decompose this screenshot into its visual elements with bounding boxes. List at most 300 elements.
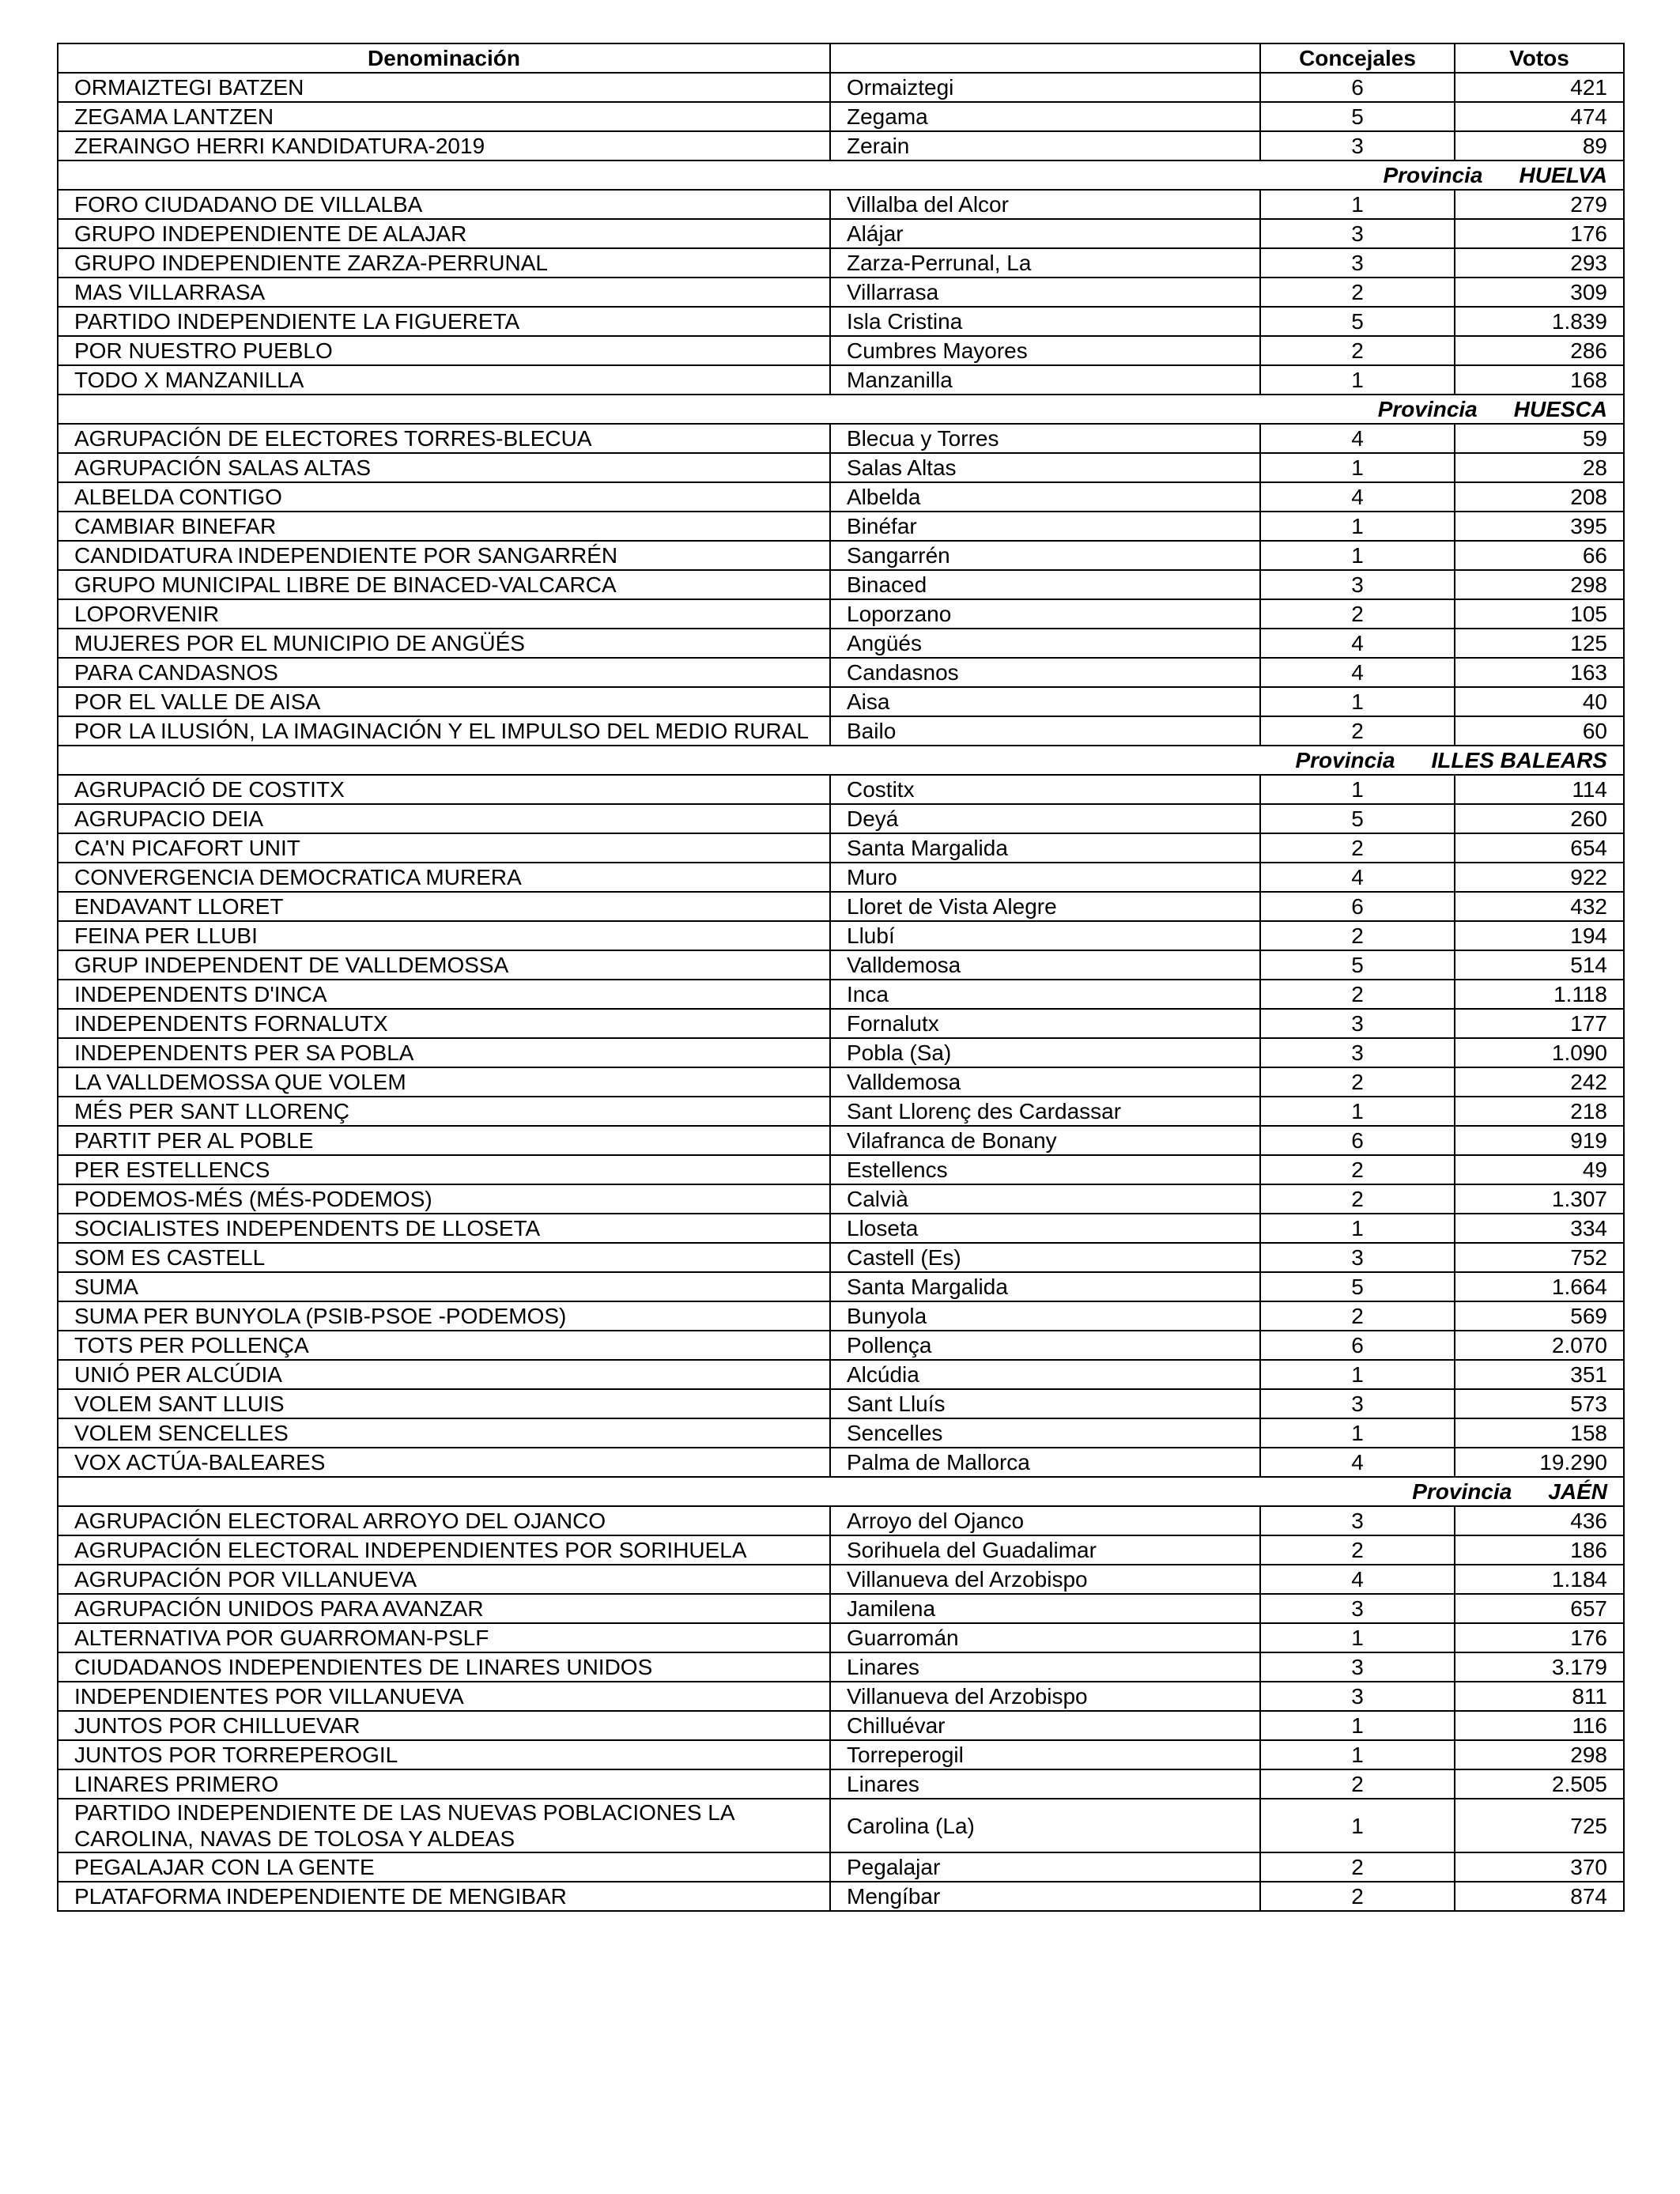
cell-denominacion: TOTS PER POLLENÇA bbox=[58, 1331, 830, 1360]
cell-concejales: 2 bbox=[1260, 716, 1455, 746]
cell-concejales: 1 bbox=[1260, 1623, 1455, 1652]
cell-denominacion: FORO CIUDADANO DE VILLALBA bbox=[58, 190, 830, 219]
cell-municipio: Isla Cristina bbox=[830, 307, 1260, 336]
cell-municipio: Pollença bbox=[830, 1331, 1260, 1360]
cell-concejales: 5 bbox=[1260, 1272, 1455, 1301]
cell-concejales: 6 bbox=[1260, 1126, 1455, 1155]
cell-concejales: 6 bbox=[1260, 1331, 1455, 1360]
cell-denominacion: LA VALLDEMOSSA QUE VOLEM bbox=[58, 1067, 830, 1097]
province-heading bbox=[58, 746, 1624, 775]
cell-votos: 89 bbox=[1455, 131, 1624, 160]
cell-municipio: Ormaiztegi bbox=[830, 73, 1260, 102]
cell-denominacion: JUNTOS POR CHILLUEVAR bbox=[58, 1711, 830, 1740]
cell-votos: 66 bbox=[1455, 541, 1624, 570]
cell-municipio: Valldemosa bbox=[830, 950, 1260, 980]
cell-concejales: 4 bbox=[1260, 863, 1455, 892]
cell-municipio: Mengíbar bbox=[830, 1882, 1260, 1911]
cell-denominacion: TODO X MANZANILLA bbox=[58, 365, 830, 395]
table-row bbox=[58, 1535, 1624, 1565]
cell-concejales: 3 bbox=[1260, 248, 1455, 278]
cell-denominacion: POR LA ILUSIÓN, LA IMAGINACIÓN Y EL IMPULSO DEL MEDIO RURAL bbox=[58, 716, 830, 746]
cell-denominacion: AGRUPACIÓN DE ELECTORES TORRES-BLECUA bbox=[58, 424, 830, 453]
province-name: ILLES BALEARS bbox=[1431, 748, 1607, 772]
cell-denominacion: VOLEM SANT LLUIS bbox=[58, 1389, 830, 1418]
table-row bbox=[58, 1389, 1624, 1418]
cell-denominacion: FEINA PER LLUBI bbox=[58, 921, 830, 950]
cell-votos: 725 bbox=[1455, 1799, 1624, 1852]
cell-municipio: Lloret de Vista Alegre bbox=[830, 892, 1260, 921]
cell-municipio: Arroyo del Ojanco bbox=[830, 1506, 1260, 1535]
cell-votos: 657 bbox=[1455, 1594, 1624, 1623]
cell-votos: 309 bbox=[1455, 278, 1624, 307]
table-row bbox=[58, 1331, 1624, 1360]
cell-votos: 125 bbox=[1455, 629, 1624, 658]
cell-votos: 286 bbox=[1455, 336, 1624, 365]
table-row bbox=[58, 365, 1624, 395]
cell-denominacion: AGRUPACIÓN ELECTORAL INDEPENDIENTES POR SORIHUELA bbox=[58, 1535, 830, 1565]
table-row bbox=[58, 1506, 1624, 1535]
cell-municipio: Calvià bbox=[830, 1184, 1260, 1214]
table-row bbox=[58, 1882, 1624, 1911]
cell-municipio: Pobla (Sa) bbox=[830, 1038, 1260, 1067]
table-row bbox=[58, 1711, 1624, 1740]
cell-votos: 811 bbox=[1455, 1682, 1624, 1711]
cell-votos: 176 bbox=[1455, 1623, 1624, 1652]
table-row bbox=[58, 424, 1624, 453]
cell-concejales: 3 bbox=[1260, 1038, 1455, 1067]
cell-votos: 569 bbox=[1455, 1301, 1624, 1331]
cell-denominacion: CONVERGENCIA DEMOCRATICA MURERA bbox=[58, 863, 830, 892]
cell-municipio: Binaced bbox=[830, 570, 1260, 599]
cell-denominacion: GRUPO INDEPENDIENTE ZARZA-PERRUNAL bbox=[58, 248, 830, 278]
table-row bbox=[58, 453, 1624, 482]
province-label: Provincia bbox=[1377, 397, 1478, 421]
cell-votos: 1.664 bbox=[1455, 1272, 1624, 1301]
cell-concejales: 3 bbox=[1260, 1594, 1455, 1623]
cell-concejales: 4 bbox=[1260, 482, 1455, 512]
cell-votos: 176 bbox=[1455, 219, 1624, 248]
cell-denominacion: CANDIDATURA INDEPENDIENTE POR SANGARRÉN bbox=[58, 541, 830, 570]
cell-votos: 421 bbox=[1455, 73, 1624, 102]
cell-concejales: 4 bbox=[1260, 1565, 1455, 1594]
cell-municipio: Villanueva del Arzobispo bbox=[830, 1565, 1260, 1594]
cell-votos: 874 bbox=[1455, 1882, 1624, 1911]
cell-votos: 2.070 bbox=[1455, 1331, 1624, 1360]
table-row bbox=[58, 980, 1624, 1009]
cell-denominacion: PARA CANDASNOS bbox=[58, 658, 830, 687]
cell-votos: 168 bbox=[1455, 365, 1624, 395]
cell-denominacion: ZERAINGO HERRI KANDIDATURA-2019 bbox=[58, 131, 830, 160]
cell-concejales: 2 bbox=[1260, 1155, 1455, 1184]
cell-denominacion: INDEPENDENTS PER SA POBLA bbox=[58, 1038, 830, 1067]
table-row bbox=[58, 1682, 1624, 1711]
table-row bbox=[58, 921, 1624, 950]
table-row bbox=[58, 1097, 1624, 1126]
cell-denominacion: SUMA bbox=[58, 1272, 830, 1301]
table-header-row bbox=[58, 43, 1624, 73]
cell-denominacion: CAMBIAR BINEFAR bbox=[58, 512, 830, 541]
cell-concejales: 2 bbox=[1260, 1184, 1455, 1214]
cell-votos: 186 bbox=[1455, 1535, 1624, 1565]
cell-denominacion: VOLEM SENCELLES bbox=[58, 1418, 830, 1448]
cell-denominacion: PODEMOS-MÉS (MÉS-PODEMOS) bbox=[58, 1184, 830, 1214]
cell-municipio: Alájar bbox=[830, 219, 1260, 248]
cell-municipio: Chilluévar bbox=[830, 1711, 1260, 1740]
cell-municipio: Salas Altas bbox=[830, 453, 1260, 482]
province-label: Provincia bbox=[1383, 163, 1483, 187]
cell-municipio: Manzanilla bbox=[830, 365, 1260, 395]
cell-municipio: Zerain bbox=[830, 131, 1260, 160]
cell-concejales: 2 bbox=[1260, 278, 1455, 307]
cell-denominacion: CA'N PICAFORT UNIT bbox=[58, 833, 830, 863]
cell-concejales: 1 bbox=[1260, 1740, 1455, 1769]
cell-votos: 395 bbox=[1455, 512, 1624, 541]
table-row bbox=[58, 570, 1624, 599]
cell-votos: 2.505 bbox=[1455, 1769, 1624, 1799]
cell-municipio: Llubí bbox=[830, 921, 1260, 950]
cell-denominacion: VOX ACTÚA-BALEARES bbox=[58, 1448, 830, 1477]
table-row bbox=[58, 658, 1624, 687]
cell-denominacion: AGRUPACIÓN POR VILLANUEVA bbox=[58, 1565, 830, 1594]
cell-denominacion: PARTIT PER AL POBLE bbox=[58, 1126, 830, 1155]
cell-concejales: 1 bbox=[1260, 365, 1455, 395]
cell-denominacion: PARTIDO INDEPENDIENTE DE LAS NUEVAS POBLACIONES LA CAROLINA, NAVAS DE TOLOSA Y ALDEAS bbox=[58, 1799, 830, 1852]
cell-municipio: Fornalutx bbox=[830, 1009, 1260, 1038]
cell-concejales: 6 bbox=[1260, 73, 1455, 102]
cell-denominacion: INDEPENDENTS D'INCA bbox=[58, 980, 830, 1009]
cell-denominacion: ZEGAMA LANTZEN bbox=[58, 102, 830, 131]
cell-concejales: 3 bbox=[1260, 1506, 1455, 1535]
cell-votos: 351 bbox=[1455, 1360, 1624, 1389]
cell-municipio: Villanueva del Arzobispo bbox=[830, 1682, 1260, 1711]
cell-municipio: Zarza-Perrunal, La bbox=[830, 248, 1260, 278]
table-row bbox=[58, 804, 1624, 833]
cell-municipio: Villalba del Alcor bbox=[830, 190, 1260, 219]
cell-concejales: 1 bbox=[1260, 541, 1455, 570]
cell-municipio: Estellencs bbox=[830, 1155, 1260, 1184]
cell-municipio: Zegama bbox=[830, 102, 1260, 131]
cell-concejales: 1 bbox=[1260, 1097, 1455, 1126]
table-row bbox=[58, 1799, 1624, 1852]
cell-municipio: Sangarrén bbox=[830, 541, 1260, 570]
cell-votos: 158 bbox=[1455, 1418, 1624, 1448]
cell-concejales: 2 bbox=[1260, 336, 1455, 365]
cell-municipio: Villarrasa bbox=[830, 278, 1260, 307]
cell-concejales: 3 bbox=[1260, 1682, 1455, 1711]
cell-denominacion: AGRUPACIÓN SALAS ALTAS bbox=[58, 453, 830, 482]
table-row bbox=[58, 1067, 1624, 1097]
cell-denominacion: GRUPO MUNICIPAL LIBRE DE BINACED-VALCARCA bbox=[58, 570, 830, 599]
table-row bbox=[58, 1565, 1624, 1594]
cell-concejales: 1 bbox=[1260, 512, 1455, 541]
cell-votos: 922 bbox=[1455, 863, 1624, 892]
province-row bbox=[58, 395, 1624, 424]
cell-denominacion: JUNTOS POR TORREPEROGIL bbox=[58, 1740, 830, 1769]
cell-denominacion: PARTIDO INDEPENDIENTE LA FIGUERETA bbox=[58, 307, 830, 336]
cell-municipio: Carolina (La) bbox=[830, 1799, 1260, 1852]
cell-denominacion: POR NUESTRO PUEBLO bbox=[58, 336, 830, 365]
table-row bbox=[58, 1769, 1624, 1799]
table-row bbox=[58, 1214, 1624, 1243]
cell-votos: 1.090 bbox=[1455, 1038, 1624, 1067]
cell-denominacion: SOM ES CASTELL bbox=[58, 1243, 830, 1272]
cell-denominacion: AGRUPACIÓN UNIDOS PARA AVANZAR bbox=[58, 1594, 830, 1623]
cell-municipio: Albelda bbox=[830, 482, 1260, 512]
table-row bbox=[58, 1360, 1624, 1389]
cell-concejales: 1 bbox=[1260, 190, 1455, 219]
cell-municipio: Inca bbox=[830, 980, 1260, 1009]
cell-municipio: Deyá bbox=[830, 804, 1260, 833]
cell-denominacion: GRUPO INDEPENDIENTE DE ALAJAR bbox=[58, 219, 830, 248]
cell-concejales: 2 bbox=[1260, 1535, 1455, 1565]
cell-municipio: Sant Llorenç des Cardassar bbox=[830, 1097, 1260, 1126]
cell-municipio: Santa Margalida bbox=[830, 1272, 1260, 1301]
table-row bbox=[58, 892, 1624, 921]
cell-votos: 573 bbox=[1455, 1389, 1624, 1418]
province-heading bbox=[58, 395, 1624, 424]
cell-municipio: Valldemosa bbox=[830, 1067, 1260, 1097]
cell-votos: 59 bbox=[1455, 424, 1624, 453]
cell-concejales: 3 bbox=[1260, 1009, 1455, 1038]
cell-concejales: 1 bbox=[1260, 1799, 1455, 1852]
table-row bbox=[58, 1155, 1624, 1184]
header-concejales: Concejales bbox=[1260, 43, 1455, 73]
cell-municipio: Santa Margalida bbox=[830, 833, 1260, 863]
cell-municipio: Bunyola bbox=[830, 1301, 1260, 1331]
table-row bbox=[58, 1184, 1624, 1214]
cell-concejales: 3 bbox=[1260, 1389, 1455, 1418]
table-row bbox=[58, 131, 1624, 160]
table-row bbox=[58, 629, 1624, 658]
cell-votos: 298 bbox=[1455, 570, 1624, 599]
cell-municipio: Sant Lluís bbox=[830, 1389, 1260, 1418]
cell-votos: 474 bbox=[1455, 102, 1624, 131]
province-heading bbox=[58, 160, 1624, 190]
cell-votos: 260 bbox=[1455, 804, 1624, 833]
table-row bbox=[58, 863, 1624, 892]
cell-concejales: 6 bbox=[1260, 892, 1455, 921]
cell-votos: 28 bbox=[1455, 453, 1624, 482]
table-row bbox=[58, 541, 1624, 570]
cell-concejales: 2 bbox=[1260, 980, 1455, 1009]
table-row bbox=[58, 950, 1624, 980]
cell-votos: 1.118 bbox=[1455, 980, 1624, 1009]
header-votos: Votos bbox=[1455, 43, 1624, 73]
cell-municipio: Pegalajar bbox=[830, 1852, 1260, 1882]
cell-concejales: 2 bbox=[1260, 1769, 1455, 1799]
cell-denominacion: UNIÓ PER ALCÚDIA bbox=[58, 1360, 830, 1389]
cell-concejales: 1 bbox=[1260, 1360, 1455, 1389]
cell-concejales: 5 bbox=[1260, 804, 1455, 833]
province-name: JAÉN bbox=[1548, 1479, 1607, 1504]
cell-denominacion: INDEPENDENTS FORNALUTX bbox=[58, 1009, 830, 1038]
cell-municipio: Binéfar bbox=[830, 512, 1260, 541]
cell-concejales: 4 bbox=[1260, 424, 1455, 453]
table-row bbox=[58, 599, 1624, 629]
table-row bbox=[58, 716, 1624, 746]
cell-votos: 1.307 bbox=[1455, 1184, 1624, 1214]
cell-concejales: 3 bbox=[1260, 219, 1455, 248]
table-row bbox=[58, 1243, 1624, 1272]
cell-denominacion: ALBELDA CONTIGO bbox=[58, 482, 830, 512]
cell-concejales: 2 bbox=[1260, 1067, 1455, 1097]
cell-municipio: Guarromán bbox=[830, 1623, 1260, 1652]
results-table bbox=[57, 43, 1625, 1912]
cell-concejales: 2 bbox=[1260, 1301, 1455, 1331]
cell-concejales: 5 bbox=[1260, 307, 1455, 336]
table-body bbox=[58, 73, 1624, 1911]
table-row bbox=[58, 336, 1624, 365]
cell-concejales: 3 bbox=[1260, 1652, 1455, 1682]
cell-votos: 370 bbox=[1455, 1852, 1624, 1882]
table-row bbox=[58, 482, 1624, 512]
cell-denominacion: AGRUPACIÓN ELECTORAL ARROYO DEL OJANCO bbox=[58, 1506, 830, 1535]
cell-concejales: 2 bbox=[1260, 1852, 1455, 1882]
table-row bbox=[58, 73, 1624, 102]
cell-municipio: Torreperogil bbox=[830, 1740, 1260, 1769]
cell-municipio: Loporzano bbox=[830, 599, 1260, 629]
table-row bbox=[58, 1301, 1624, 1331]
cell-votos: 242 bbox=[1455, 1067, 1624, 1097]
cell-concejales: 5 bbox=[1260, 102, 1455, 131]
cell-votos: 3.179 bbox=[1455, 1652, 1624, 1682]
cell-denominacion: LOPORVENIR bbox=[58, 599, 830, 629]
cell-denominacion: INDEPENDIENTES POR VILLANUEVA bbox=[58, 1682, 830, 1711]
header-denominacion: Denominación bbox=[58, 43, 830, 73]
table-row bbox=[58, 1418, 1624, 1448]
cell-denominacion: PLATAFORMA INDEPENDIENTE DE MENGIBAR bbox=[58, 1882, 830, 1911]
province-row bbox=[58, 1477, 1624, 1506]
cell-denominacion: MAS VILLARRASA bbox=[58, 278, 830, 307]
province-label: Provincia bbox=[1295, 748, 1395, 772]
cell-denominacion: AGRUPACIO DEIA bbox=[58, 804, 830, 833]
province-row bbox=[58, 746, 1624, 775]
cell-votos: 293 bbox=[1455, 248, 1624, 278]
cell-denominacion: PER ESTELLENCS bbox=[58, 1155, 830, 1184]
cell-votos: 1.184 bbox=[1455, 1565, 1624, 1594]
cell-votos: 208 bbox=[1455, 482, 1624, 512]
table-row bbox=[58, 307, 1624, 336]
cell-municipio: Blecua y Torres bbox=[830, 424, 1260, 453]
cell-municipio: Vilafranca de Bonany bbox=[830, 1126, 1260, 1155]
table-row bbox=[58, 102, 1624, 131]
table-row bbox=[58, 687, 1624, 716]
cell-votos: 105 bbox=[1455, 599, 1624, 629]
cell-votos: 279 bbox=[1455, 190, 1624, 219]
cell-denominacion: LINARES PRIMERO bbox=[58, 1769, 830, 1799]
cell-votos: 116 bbox=[1455, 1711, 1624, 1740]
cell-municipio: Alcúdia bbox=[830, 1360, 1260, 1389]
table-row bbox=[58, 833, 1624, 863]
table-row bbox=[58, 190, 1624, 219]
cell-concejales: 4 bbox=[1260, 1448, 1455, 1477]
cell-denominacion: POR EL VALLE DE AISA bbox=[58, 687, 830, 716]
cell-concejales: 1 bbox=[1260, 1214, 1455, 1243]
cell-concejales: 4 bbox=[1260, 629, 1455, 658]
cell-denominacion: PEGALAJAR CON LA GENTE bbox=[58, 1852, 830, 1882]
table-row bbox=[58, 1594, 1624, 1623]
table-row bbox=[58, 278, 1624, 307]
cell-denominacion: ORMAIZTEGI BATZEN bbox=[58, 73, 830, 102]
province-heading bbox=[58, 1477, 1624, 1506]
cell-denominacion: CIUDADANOS INDEPENDIENTES DE LINARES UNIDOS bbox=[58, 1652, 830, 1682]
cell-concejales: 4 bbox=[1260, 658, 1455, 687]
cell-votos: 432 bbox=[1455, 892, 1624, 921]
table-row bbox=[58, 1652, 1624, 1682]
cell-concejales: 3 bbox=[1260, 1243, 1455, 1272]
cell-concejales: 2 bbox=[1260, 1882, 1455, 1911]
table-row bbox=[58, 1623, 1624, 1652]
table-row bbox=[58, 1009, 1624, 1038]
cell-municipio: Aisa bbox=[830, 687, 1260, 716]
table-row bbox=[58, 248, 1624, 278]
table-row bbox=[58, 1038, 1624, 1067]
cell-votos: 60 bbox=[1455, 716, 1624, 746]
cell-municipio: Costitx bbox=[830, 775, 1260, 804]
province-name: HUELVA bbox=[1519, 163, 1607, 187]
cell-municipio: Cumbres Mayores bbox=[830, 336, 1260, 365]
cell-votos: 436 bbox=[1455, 1506, 1624, 1535]
cell-concejales: 2 bbox=[1260, 833, 1455, 863]
province-label: Provincia bbox=[1412, 1479, 1512, 1504]
cell-municipio: Candasnos bbox=[830, 658, 1260, 687]
cell-municipio: Linares bbox=[830, 1769, 1260, 1799]
cell-concejales: 5 bbox=[1260, 950, 1455, 980]
cell-concejales: 2 bbox=[1260, 921, 1455, 950]
cell-municipio: Palma de Mallorca bbox=[830, 1448, 1260, 1477]
table-row bbox=[58, 1740, 1624, 1769]
cell-votos: 334 bbox=[1455, 1214, 1624, 1243]
cell-municipio: Bailo bbox=[830, 716, 1260, 746]
table-row bbox=[58, 1126, 1624, 1155]
cell-votos: 514 bbox=[1455, 950, 1624, 980]
cell-municipio: Sorihuela del Guadalimar bbox=[830, 1535, 1260, 1565]
cell-municipio: Jamilena bbox=[830, 1594, 1260, 1623]
cell-votos: 40 bbox=[1455, 687, 1624, 716]
cell-concejales: 3 bbox=[1260, 570, 1455, 599]
cell-concejales: 1 bbox=[1260, 453, 1455, 482]
cell-votos: 919 bbox=[1455, 1126, 1624, 1155]
cell-votos: 218 bbox=[1455, 1097, 1624, 1126]
province-name: HUESCA bbox=[1513, 397, 1607, 421]
cell-votos: 177 bbox=[1455, 1009, 1624, 1038]
cell-denominacion: AGRUPACIÓ DE COSTITX bbox=[58, 775, 830, 804]
cell-denominacion: SUMA PER BUNYOLA (PSIB-PSOE -PODEMOS) bbox=[58, 1301, 830, 1331]
cell-votos: 49 bbox=[1455, 1155, 1624, 1184]
cell-votos: 752 bbox=[1455, 1243, 1624, 1272]
cell-denominacion: GRUP INDEPENDENT DE VALLDEMOSSA bbox=[58, 950, 830, 980]
cell-concejales: 1 bbox=[1260, 687, 1455, 716]
cell-votos: 654 bbox=[1455, 833, 1624, 863]
cell-votos: 163 bbox=[1455, 658, 1624, 687]
cell-municipio: Lloseta bbox=[830, 1214, 1260, 1243]
cell-municipio: Muro bbox=[830, 863, 1260, 892]
cell-concejales: 1 bbox=[1260, 1711, 1455, 1740]
cell-denominacion: MÉS PER SANT LLORENÇ bbox=[58, 1097, 830, 1126]
cell-concejales: 1 bbox=[1260, 775, 1455, 804]
cell-votos: 298 bbox=[1455, 1740, 1624, 1769]
cell-municipio: Angüés bbox=[830, 629, 1260, 658]
cell-denominacion: ENDAVANT LLORET bbox=[58, 892, 830, 921]
cell-votos: 19.290 bbox=[1455, 1448, 1624, 1477]
cell-municipio: Sencelles bbox=[830, 1418, 1260, 1448]
cell-municipio: Linares bbox=[830, 1652, 1260, 1682]
table-row bbox=[58, 512, 1624, 541]
cell-municipio: Castell (Es) bbox=[830, 1243, 1260, 1272]
cell-votos: 1.839 bbox=[1455, 307, 1624, 336]
table-row bbox=[58, 1272, 1624, 1301]
province-row bbox=[58, 160, 1624, 190]
